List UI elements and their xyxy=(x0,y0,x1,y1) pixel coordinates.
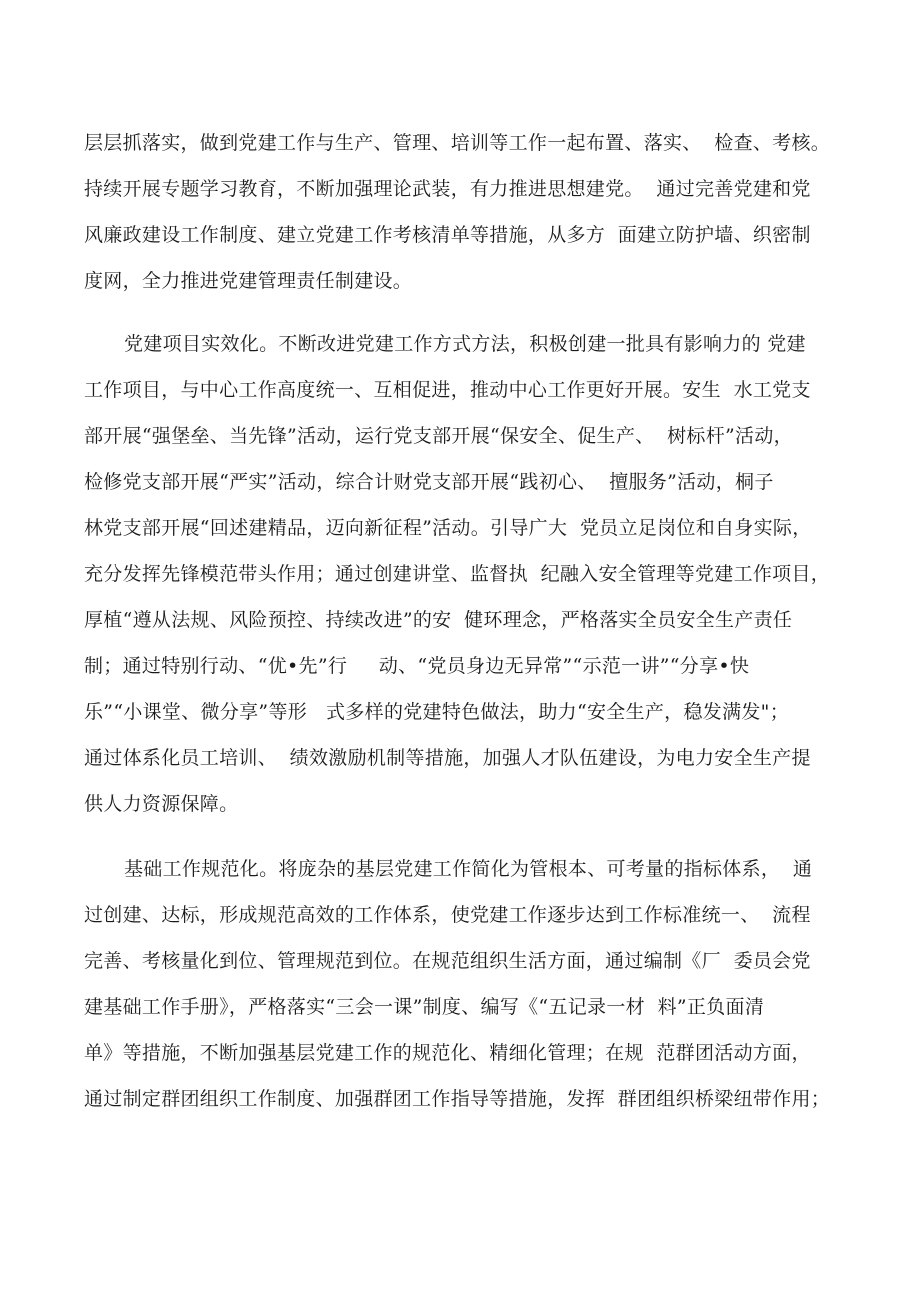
text-line: 风廉政建设工作制度、建立党建工作考核清单等措施，从多方 面建立防护墙、织密制 xyxy=(84,224,811,246)
text-line: 工作项目，与中心工作高度统一、互相促进，推动中心工作更好开展。安生 水工党支 xyxy=(84,379,811,401)
text-line: 厚植“遵从法规、风险预控、持续改进”的安 健环理念，严格落实全员安全生产责任 xyxy=(84,609,793,631)
text-line: 林党支部开展“回述建精品，迈向新征程”活动。引导广大 党员立足岗位和自身实际， xyxy=(84,517,812,539)
text-line: 通过制定群团组织工作制度、加强群团工作指导等措施，发挥 群团组织桥梁纽带作用； xyxy=(84,1088,831,1110)
text-line: 过创建、达标，形成规范高效的工作体系，使党建工作逐步达到工作标准统一、 流程 xyxy=(84,904,811,926)
text-line: 建基础工作手册》，严格落实“三会一课”制度、编写《“五记录一材 料”正负面清 xyxy=(84,996,765,1018)
text-line: 检修党支部开展“严实”活动，综合计财党支部开展“践初心、 擅服务”活动，桐子 xyxy=(84,471,774,493)
text-line: 层层抓落实，做到党建工作与生产、管理、培训等工作一起布置、落实、 检查、考核。 xyxy=(84,132,831,154)
text-line: 单》等措施，不断加强基层党建工作的规范化、精细化管理；在规 范群团活动方面， xyxy=(84,1042,811,1064)
text-line: 充分发挥先锋模范带头作用；通过创建讲堂、监督执 纪融入安全管理等党建工作项目， xyxy=(84,563,831,585)
text-line: 度网，全力推进党建管理责任制建设。 xyxy=(84,270,413,292)
text-line: 通过体系化员工培训、 绩效激励机制等措施，加强人才队伍建设，为电力安全生产提 xyxy=(84,747,811,769)
text-line: 部开展“强堡垒、当先锋”活动，运行党支部开展“保安全、促生产、 树标杆”活动， xyxy=(84,425,793,447)
text-line: 基础工作规范化。将庞杂的基层党建工作简化为管根本、可考量的指标体系， 通 xyxy=(124,858,813,880)
text-line: 供人力资源保障。 xyxy=(84,793,239,815)
text-line: 党建项目实效化。不断改进党建工作方式方法，积极创建一批具有影响力的 党建 xyxy=(124,333,806,355)
text-line: 持续开展专题学习教育，不断加强理论武装，有力推进思想建党。 通过完善党建和党 xyxy=(84,178,811,200)
text-line: 完善、考核量化到位、管理规范到位。在规范组织生活方面，通过编制《厂 委员会党 xyxy=(84,950,811,972)
text-line: 乐”“小课堂、微分享”等形 式多样的党建特色做法，助力“安全生产，稳发满发"； xyxy=(84,701,790,723)
text-line: 制；通过特别行动、“优•先”行 动、“党员身边无异常”“示范一讲”“分享•快 xyxy=(84,655,750,677)
